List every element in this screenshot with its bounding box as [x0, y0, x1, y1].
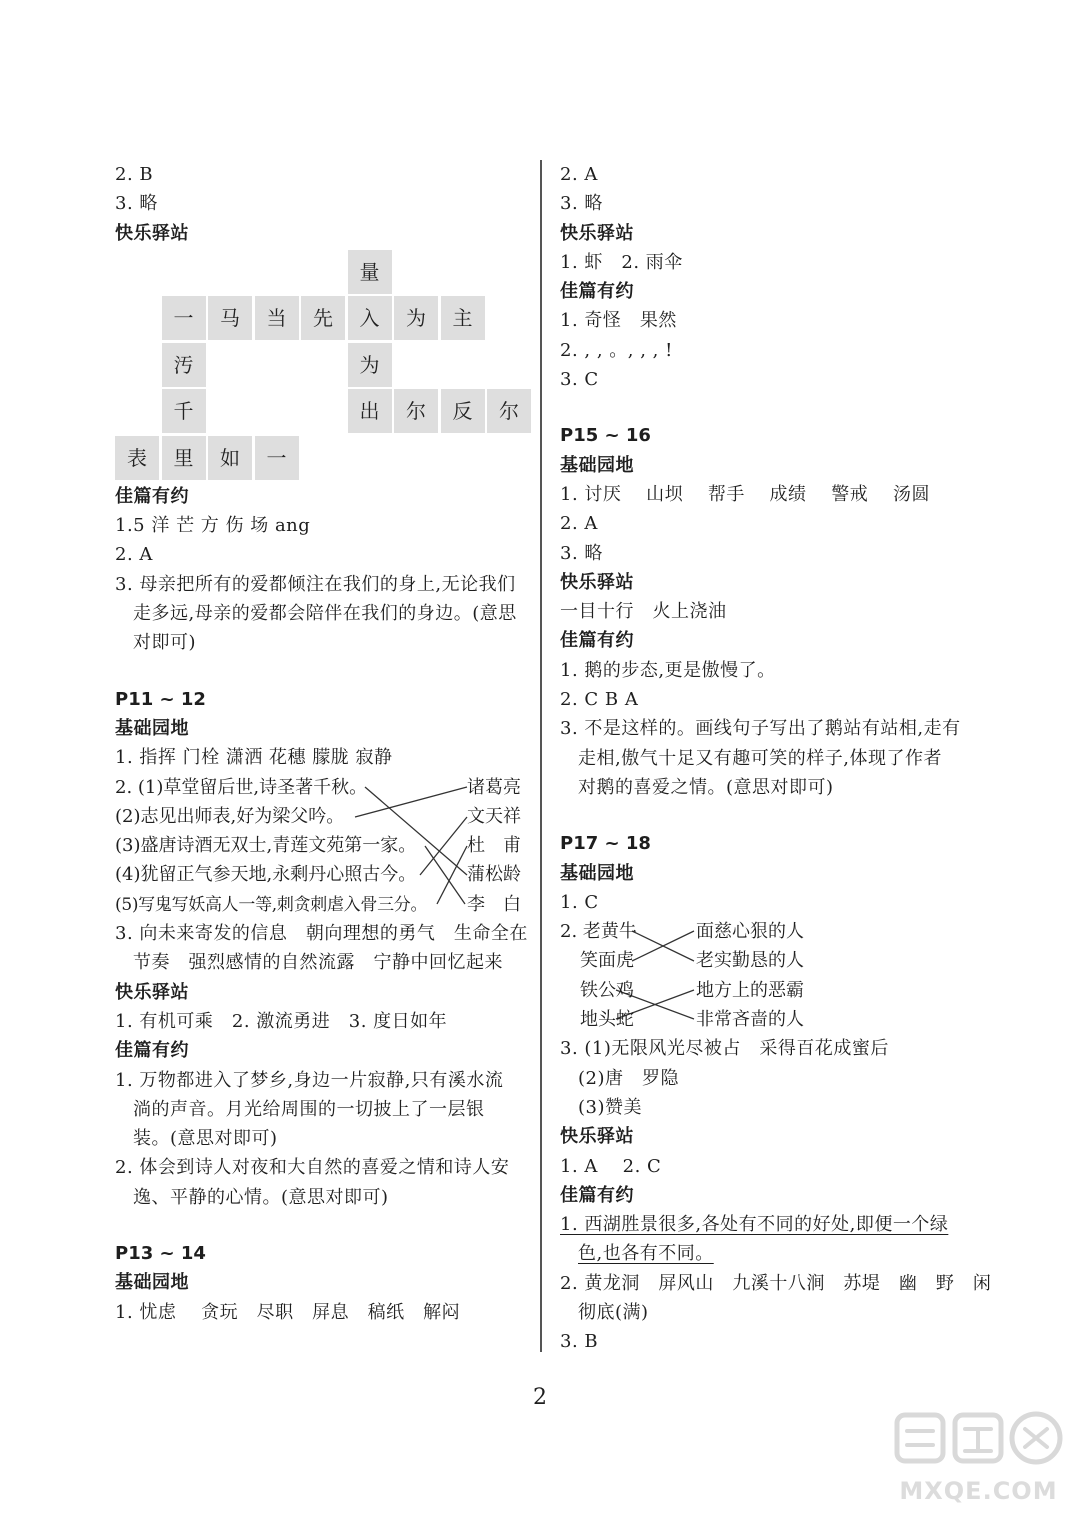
answer-line: 3. 不是这样的。画线句子写出了鹅站有站相,走有: [560, 718, 961, 740]
crossword-cell: 如: [208, 436, 252, 480]
match-row: [115, 773, 525, 802]
crossword-cell: 入: [348, 296, 392, 340]
answer-line: 2. B: [115, 164, 154, 185]
answer-line: 3. B: [560, 1331, 599, 1353]
answer-line: 1. 讨厌 山坝 帮手 成绩 警戒 汤圆: [560, 483, 931, 505]
idiom-meaning: 非常吝啬的人: [696, 1009, 804, 1031]
match-row: [560, 917, 980, 946]
poet-name: 杜 甫: [467, 835, 521, 857]
right-column: [560, 160, 992, 1357]
crossword-cell: 千: [162, 389, 206, 433]
answer-line: 3. (1)无限风光尽被占 采得百花成蜜后: [560, 1038, 889, 1060]
watermark-logo: [891, 1407, 1066, 1469]
answer-line: 2. , , 。, , , !: [560, 339, 673, 361]
match-row: [115, 860, 525, 889]
crossword-cell: 当: [255, 296, 299, 340]
subsection-title: 佳篇有约: [560, 630, 634, 652]
answer-line: 逸、平静的心情。(意思对即可): [133, 1186, 389, 1208]
answer-line: 1. 万物都进入了梦乡,身边一片寂静,只有溪水流: [115, 1069, 504, 1091]
page-number: 2: [533, 1385, 547, 1410]
crossword-cell: 尔: [394, 389, 438, 433]
idiom-meaning: 面慈心狠的人: [696, 921, 804, 943]
crossword-cell: 马: [208, 296, 252, 340]
subsection-title: 基础园地: [115, 1272, 189, 1294]
answer-line: 对即可): [133, 632, 197, 654]
answer-line: 走多远,母亲的爱都会陪伴在我们的身边。(意思: [133, 603, 517, 625]
idiom: 2. 老黄牛: [560, 921, 637, 943]
poet-name: 文天祥: [467, 805, 521, 827]
section-title: P17 ~ 18: [560, 833, 651, 855]
match-row: [115, 802, 525, 831]
poem-line: (3)盛唐诗酒无双士,青莲文苑第一家。: [115, 835, 417, 857]
left-column: [115, 160, 528, 1327]
poet-name: 蒲松龄: [467, 864, 521, 886]
crossword-cell: 一: [162, 296, 206, 340]
underlined-answer: 色,也各有不同。: [578, 1243, 714, 1265]
match-row: [115, 890, 525, 919]
answer-line: 1. A 2. C: [560, 1155, 662, 1177]
section-title: P13 ~ 14: [115, 1243, 206, 1265]
answer-line: 1. 奇怪 果然: [560, 310, 677, 332]
answer-line: 3. 略: [560, 542, 603, 564]
watermark: [891, 1407, 1066, 1507]
matching-exercise: [560, 917, 980, 1034]
answer-line: 2. A: [560, 164, 598, 185]
crossword-cell: 出: [348, 389, 392, 433]
answer-line: 节奏 强烈感情的自然流露 宁静中回忆起来: [133, 952, 503, 974]
poem-line: 2. (1)草堂留后世,诗圣著千秋。: [115, 776, 368, 798]
answer-line: 1.5 洋 芒 方 伤 场 ang: [115, 515, 311, 537]
answer-line: 3. C: [560, 369, 599, 391]
answer-line: 1. 指挥 门栓 潇洒 花穗 朦胧 寂静: [115, 747, 393, 769]
subsection-title: 佳篇有约: [560, 281, 634, 303]
poem-line: (5)写鬼写妖高人一等,刺贪刺虐入骨三分。: [115, 894, 428, 915]
answer-line: 1. C: [560, 891, 599, 913]
answer-line: 3. 母亲把所有的爱都倾注在我们的身上,无论我们: [115, 573, 516, 595]
section-title: P15 ~ 16: [560, 425, 651, 447]
crossword-cell: 反: [441, 389, 485, 433]
answer-line: 走相,傲气十足又有趣可笑的样子,体现了作者: [578, 747, 942, 769]
answer-line: 3. 略: [560, 193, 603, 215]
answer-line: 2. 体会到诗人对夜和大自然的喜爱之情和诗人安: [115, 1157, 510, 1179]
answer-line: 2. A: [115, 544, 153, 566]
subsection-title: 佳篇有约: [115, 1040, 189, 1062]
crossword-cell: 里: [162, 436, 206, 480]
answer-line: (3)赞美: [578, 1096, 642, 1118]
subsection-title: 佳篇有约: [115, 485, 189, 507]
match-row: [560, 1005, 980, 1034]
idiom: 铁公鸡: [580, 979, 634, 1001]
subsection-title: 基础园地: [560, 862, 634, 884]
crossword-cell: 先: [301, 296, 345, 340]
answer-line: 2. C B A: [560, 689, 639, 711]
subsection-title: 快乐驿站: [560, 1126, 634, 1148]
idiom: 笑面虎: [580, 950, 634, 972]
answer-line: 彻底(满): [578, 1301, 649, 1323]
poem-line: (4)犹留正气参天地,永剩丹心照古今。: [115, 864, 417, 886]
answer-line: 1. 忧虑 贪玩 尽职 屏息 稿纸 解闷: [115, 1301, 461, 1323]
subsection-title: 快乐驿站: [560, 571, 634, 593]
answer-line: 3. 向未来寄发的信息 朝向理想的勇气 生命全在: [115, 923, 528, 945]
section-title: P11 ~ 12: [115, 688, 206, 710]
answer-line: 装。(意思对即可): [133, 1128, 278, 1150]
answer-line: 淌的声音。月光给周围的一切披上了一层银: [133, 1098, 485, 1120]
answer-line: 1. 鹅的步态,更是傲慢了。: [560, 659, 776, 681]
answer-line: 2. A: [560, 513, 598, 535]
poem-line: (2)志见出师表,好为梁父吟。: [115, 805, 345, 827]
idiom: 地头蛇: [580, 1009, 634, 1031]
subsection-title: 快乐驿站: [115, 222, 189, 244]
crossword-cell: 表: [115, 436, 159, 480]
watermark-url: MXQE.COM: [899, 1477, 1058, 1505]
answer-line: 1. 虾 2. 雨伞: [560, 251, 683, 273]
answer-line: 3. 略: [115, 193, 158, 215]
match-row: [560, 976, 980, 1005]
answer-line: 1. 有机可乘 2. 激流勇进 3. 度日如年: [115, 1010, 448, 1032]
poet-name: 诸葛亮: [467, 776, 521, 798]
idiom-meaning: 地方上的恶霸: [696, 979, 804, 1001]
idiom-meaning: 老实勤恳的人: [696, 950, 804, 972]
subsection-title: 佳篇有约: [560, 1184, 634, 1206]
column-divider: [540, 160, 542, 1352]
poet-name: 李 白: [467, 893, 521, 915]
subsection-title: 快乐驿站: [560, 222, 634, 244]
crossword-cell: 为: [348, 343, 392, 387]
answer-line: 一目十行 火上浇油: [560, 601, 727, 623]
crossword-grid: [115, 248, 535, 482]
crossword-cell: 量: [348, 250, 392, 294]
crossword-cell: 汚: [162, 343, 206, 387]
match-row: [560, 946, 980, 975]
answer-line: 2. 黄龙洞 屏风山 九溪十八涧 苏堤 幽 野 闲: [560, 1272, 992, 1294]
subsection-title: 基础园地: [560, 454, 634, 476]
match-row: [115, 831, 525, 860]
subsection-title: 快乐驿站: [115, 981, 189, 1003]
answer-line: (2)唐 罗隐: [578, 1067, 679, 1089]
answer-line: 对鹅的喜爱之情。(意思对即可): [578, 776, 834, 798]
subsection-title: 基础园地: [115, 717, 189, 739]
crossword-cell: 为: [394, 296, 438, 340]
underlined-answer: 1. 西湖胜景很多,各处有不同的好处,即便一个绿: [560, 1214, 949, 1236]
crossword-cell: 一: [255, 436, 299, 480]
crossword-cell: 尔: [487, 389, 531, 433]
matching-exercise: [115, 773, 525, 919]
crossword-cell: 主: [441, 296, 485, 340]
